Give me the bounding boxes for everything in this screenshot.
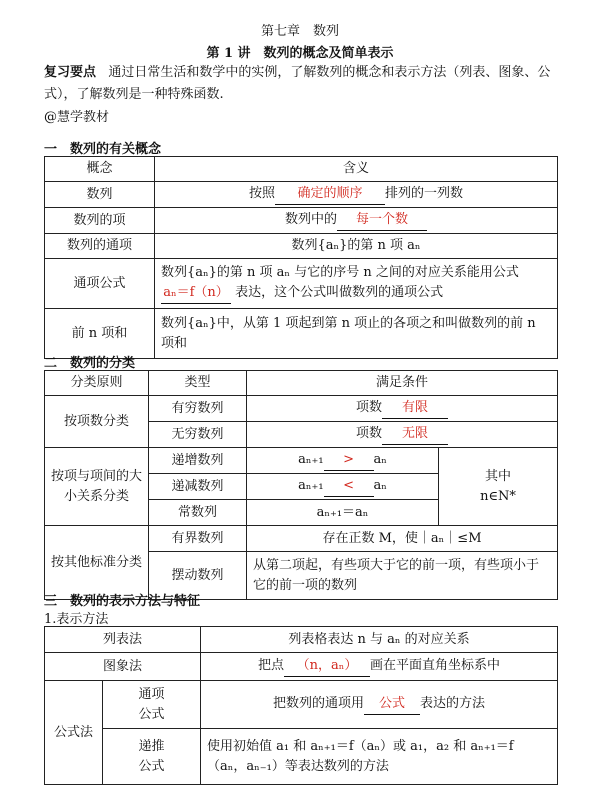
type-cell: 递增数列 [149,448,247,474]
answer-blank: 确定的顺序 [275,184,385,205]
condition-cell: 项数 有限 [247,396,558,422]
condition-cell: 从第二项起，有些项大于它的前一项，有些项小于它的前一项的数列 [247,552,558,600]
concept-table [44,156,558,359]
answer-blank: > [324,450,374,471]
review-points [44,62,564,106]
type-cell: 无穷数列 [149,422,247,448]
table-row [45,259,558,309]
principle-cell: 按项与项间的大小关系分类 [45,448,149,526]
meaning-cell: 数列中的 每一个数 [155,208,558,234]
concept-cell: 通项公式 [45,259,155,309]
condition-cell: aₙ₊₁＝aₙ [247,500,439,526]
table-row [45,396,558,422]
condition-cell: aₙ₊₁ > aₙ [247,448,439,474]
description-cell: 把数列的通项用 公式 表达的方法 [201,681,558,729]
concept-cell: 前 n 项和 [45,309,155,359]
answer-blank: 无限 [382,424,448,445]
answer-blank: < [324,476,374,497]
section3-subheading: 1.表示方法 [44,612,109,627]
principle-cell: 按项数分类 [45,396,149,448]
method-cell: 图象法 [45,653,201,681]
type-cell: 有界数列 [149,526,247,552]
review-text: 通过日常生活和数学中的实例，了解数列的概念和表示方法（列表、图象、公式），了解数列是一种特殊函数. [44,65,551,102]
table-row [45,208,558,234]
table-row [45,309,558,359]
description-cell: 使用初始值 a₁ 和 aₙ₊₁＝f（aₙ）或 a₁，a₂ 和 aₙ₊₁＝f（aₙ，aₙ₋₁）等表达数列的方法 [201,729,558,785]
section2-heading: 二 数列的分类 [44,356,136,371]
concept-cell: 数列的项 [45,208,155,234]
type-cell: 递减数列 [149,474,247,500]
table-row [45,182,558,208]
table-row [45,653,558,681]
meaning-cell: 按照 确定的顺序 排列的一列数 [155,182,558,208]
representation-table [44,626,558,785]
answer-blank: 公式 [364,694,420,715]
method-cell: 公式法 [45,681,103,785]
header-type: 类型 [149,371,247,396]
type-cell: 有穷数列 [149,396,247,422]
table-row [45,681,558,729]
meaning-cell: 数列{aₙ}的第 n 项 aₙ 与它的序号 n 之间的对应关系能用公式 aₙ＝f（n） 表达，这个公式叫做数列的通项公式 [155,259,558,309]
concept-cell: 数列 [45,182,155,208]
section3-heading: 三 数列的表示方法与特征 [44,594,201,609]
table-row [45,729,558,785]
table-row [45,627,558,653]
source-note: @慧学教材 [44,110,110,125]
answer-blank: （n，aₙ） [284,656,370,677]
description-cell: 列表格表达 n 与 aₙ 的对应关系 [201,627,558,653]
note-cell: 其中 n∈N* [439,448,558,526]
answer-blank: 每一个数 [337,210,427,231]
answer-blank: aₙ＝f（n） [161,283,231,304]
meaning-cell: 数列{aₙ}中，从第 1 项起到第 n 项止的各项之和叫做数列的前 n 项和 [155,309,558,359]
description-cell: 把点 （n，aₙ） 画在平面直角坐标系中 [201,653,558,681]
table-row [45,448,558,474]
submethod-cell: 递推公式 [103,729,201,785]
chapter-title: 第七章 数列 [260,24,339,39]
answer-blank: 有限 [382,398,448,419]
table-row [45,234,558,259]
meaning-cell: 数列{aₙ}的第 n 项 aₙ [155,234,558,259]
condition-cell: aₙ₊₁ < aₙ [247,474,439,500]
header-principle: 分类原则 [45,371,149,396]
type-cell: 常数列 [149,500,247,526]
concept-cell: 数列的通项 [45,234,155,259]
lecture-title: 第 1 讲 数列的概念及简单表示 [206,46,394,61]
principle-cell: 按其他标准分类 [45,526,149,600]
method-cell: 列表法 [45,627,201,653]
header-condition: 满足条件 [247,371,558,396]
condition-cell: 项数 无限 [247,422,558,448]
submethod-cell: 通项公式 [103,681,201,729]
type-cell: 摆动数列 [149,552,247,600]
condition-cell: 存在正数 M，使｜aₙ｜≤M [247,526,558,552]
header-meaning: 含义 [155,157,558,182]
table-row [45,526,558,552]
review-label: 复习要点 [44,65,97,80]
header-concept: 概念 [45,157,155,182]
section1-heading: 一 数列的有关概念 [44,142,162,157]
classification-table [44,370,558,600]
